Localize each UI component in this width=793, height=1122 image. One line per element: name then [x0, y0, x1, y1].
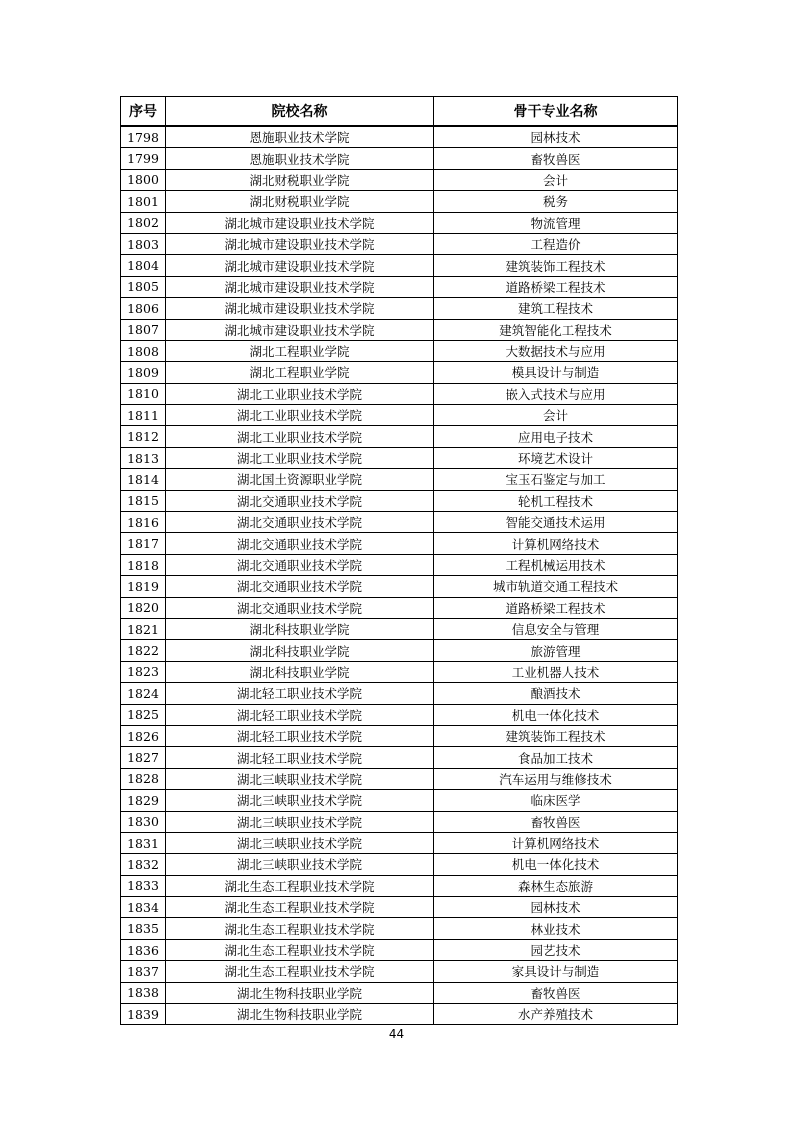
table-row — [121, 276, 678, 297]
table-row — [121, 704, 678, 725]
major-name-cell: 园林技术 — [434, 897, 678, 918]
table-row — [121, 383, 678, 404]
major-name-cell: 工程机械运用技术 — [434, 554, 678, 575]
serial-cell: 1821 — [121, 618, 166, 639]
page-number: 44 — [388, 1027, 405, 1041]
major-name-cell: 环境艺术设计 — [434, 447, 678, 468]
serial-cell: 1814 — [121, 469, 166, 490]
serial-cell: 1798 — [121, 126, 166, 148]
table-row — [121, 982, 678, 1003]
table-row — [121, 747, 678, 768]
college-name-cell: 湖北科技职业学院 — [166, 640, 434, 661]
serial-cell: 1833 — [121, 875, 166, 896]
table-row — [121, 832, 678, 853]
serial-cell: 1819 — [121, 576, 166, 597]
major-name-cell: 畜牧兽医 — [434, 811, 678, 832]
college-name-cell: 湖北生态工程职业技术学院 — [166, 939, 434, 960]
serial-cell: 1818 — [121, 554, 166, 575]
header-major-name: 骨干专业名称 — [434, 97, 678, 127]
table-row — [121, 854, 678, 875]
table-row — [121, 683, 678, 704]
table-row — [121, 298, 678, 319]
serial-cell: 1823 — [121, 661, 166, 682]
college-name-cell: 恩施职业技术学院 — [166, 126, 434, 148]
serial-cell: 1807 — [121, 319, 166, 340]
major-name-cell: 工业机器人技术 — [434, 661, 678, 682]
college-name-cell: 恩施职业技术学院 — [166, 148, 434, 169]
college-name-cell: 湖北生态工程职业技术学院 — [166, 918, 434, 939]
college-name-cell: 湖北科技职业学院 — [166, 661, 434, 682]
serial-cell: 1825 — [121, 704, 166, 725]
college-name-cell: 湖北三峡职业技术学院 — [166, 790, 434, 811]
serial-cell: 1799 — [121, 148, 166, 169]
table-row — [121, 148, 678, 169]
table-row — [121, 576, 678, 597]
table-row — [121, 447, 678, 468]
table-body — [121, 126, 678, 1025]
college-name-cell: 湖北轻工职业技术学院 — [166, 683, 434, 704]
major-name-cell: 税务 — [434, 191, 678, 212]
college-name-cell: 湖北三峡职业技术学院 — [166, 811, 434, 832]
serial-cell: 1839 — [121, 1004, 166, 1025]
college-name-cell: 湖北城市建设职业技术学院 — [166, 319, 434, 340]
serial-cell: 1804 — [121, 255, 166, 276]
table-header — [121, 97, 678, 127]
college-name-cell: 湖北轻工职业技术学院 — [166, 725, 434, 746]
major-name-cell: 模具设计与制造 — [434, 362, 678, 383]
serial-cell: 1805 — [121, 276, 166, 297]
serial-cell: 1836 — [121, 939, 166, 960]
table-row — [121, 768, 678, 789]
table-row — [121, 426, 678, 447]
table-row — [121, 918, 678, 939]
table-row — [121, 725, 678, 746]
college-name-cell: 湖北交通职业技术学院 — [166, 533, 434, 554]
college-name-cell: 湖北生物科技职业学院 — [166, 982, 434, 1003]
major-name-cell: 建筑装饰工程技术 — [434, 255, 678, 276]
major-name-cell: 会计 — [434, 405, 678, 426]
table-row — [121, 490, 678, 511]
college-name-cell: 湖北财税职业学院 — [166, 191, 434, 212]
college-name-cell: 湖北工业职业技术学院 — [166, 426, 434, 447]
major-name-cell: 汽车运用与维修技术 — [434, 768, 678, 789]
major-name-cell: 机电一体化技术 — [434, 854, 678, 875]
college-name-cell: 湖北三峡职业技术学院 — [166, 854, 434, 875]
serial-cell: 1803 — [121, 233, 166, 254]
major-name-cell: 畜牧兽医 — [434, 982, 678, 1003]
serial-cell: 1829 — [121, 790, 166, 811]
serial-cell: 1837 — [121, 961, 166, 982]
table-row — [121, 875, 678, 896]
serial-cell: 1816 — [121, 512, 166, 533]
college-name-cell: 湖北生态工程职业技术学院 — [166, 875, 434, 896]
serial-cell: 1801 — [121, 191, 166, 212]
college-name-cell: 湖北轻工职业技术学院 — [166, 747, 434, 768]
serial-cell: 1828 — [121, 768, 166, 789]
serial-cell: 1822 — [121, 640, 166, 661]
table-row — [121, 212, 678, 233]
major-name-cell: 嵌入式技术与应用 — [434, 383, 678, 404]
major-name-cell: 旅游管理 — [434, 640, 678, 661]
college-name-cell: 湖北城市建设职业技术学院 — [166, 276, 434, 297]
serial-cell: 1827 — [121, 747, 166, 768]
college-name-cell: 湖北工程职业学院 — [166, 340, 434, 361]
serial-cell: 1838 — [121, 982, 166, 1003]
major-name-cell: 轮机工程技术 — [434, 490, 678, 511]
table-row — [121, 255, 678, 276]
table-row — [121, 640, 678, 661]
serial-cell: 1834 — [121, 897, 166, 918]
serial-cell: 1826 — [121, 725, 166, 746]
major-name-cell: 森林生态旅游 — [434, 875, 678, 896]
major-name-cell: 道路桥梁工程技术 — [434, 597, 678, 618]
major-name-cell: 园艺技术 — [434, 939, 678, 960]
college-name-cell: 湖北轻工职业技术学院 — [166, 704, 434, 725]
table-row — [121, 790, 678, 811]
serial-cell: 1813 — [121, 447, 166, 468]
college-name-cell: 湖北工业职业技术学院 — [166, 383, 434, 404]
serial-cell: 1830 — [121, 811, 166, 832]
college-name-cell: 湖北城市建设职业技术学院 — [166, 212, 434, 233]
college-name-cell: 湖北三峡职业技术学院 — [166, 832, 434, 853]
serial-cell: 1802 — [121, 212, 166, 233]
major-name-cell: 食品加工技术 — [434, 747, 678, 768]
major-name-cell: 物流管理 — [434, 212, 678, 233]
major-name-cell: 智能交通技术运用 — [434, 512, 678, 533]
table-row — [121, 897, 678, 918]
college-name-cell: 湖北城市建设职业技术学院 — [166, 298, 434, 319]
table-row — [121, 405, 678, 426]
major-name-cell: 信息安全与管理 — [434, 618, 678, 639]
serial-cell: 1824 — [121, 683, 166, 704]
college-name-cell: 湖北科技职业学院 — [166, 618, 434, 639]
college-name-cell: 湖北工业职业技术学院 — [166, 447, 434, 468]
table-row — [121, 340, 678, 361]
college-name-cell: 湖北交通职业技术学院 — [166, 512, 434, 533]
major-name-cell: 会计 — [434, 169, 678, 190]
major-name-cell: 园林技术 — [434, 126, 678, 148]
table-row — [121, 1004, 678, 1025]
major-name-cell: 应用电子技术 — [434, 426, 678, 447]
major-name-cell: 水产养殖技术 — [434, 1004, 678, 1025]
college-name-cell: 湖北生态工程职业技术学院 — [166, 961, 434, 982]
table-row — [121, 191, 678, 212]
serial-cell: 1810 — [121, 383, 166, 404]
college-majors-table — [120, 96, 678, 1025]
table-row — [121, 169, 678, 190]
college-name-cell: 湖北工程职业学院 — [166, 362, 434, 383]
table-row — [121, 961, 678, 982]
serial-cell: 1808 — [121, 340, 166, 361]
college-name-cell: 湖北交通职业技术学院 — [166, 576, 434, 597]
table-row — [121, 126, 678, 148]
table-row — [121, 597, 678, 618]
major-name-cell: 建筑工程技术 — [434, 298, 678, 319]
major-name-cell: 道路桥梁工程技术 — [434, 276, 678, 297]
table-row — [121, 319, 678, 340]
college-name-cell: 湖北交通职业技术学院 — [166, 597, 434, 618]
major-name-cell: 大数据技术与应用 — [434, 340, 678, 361]
serial-cell: 1811 — [121, 405, 166, 426]
serial-cell: 1806 — [121, 298, 166, 319]
college-name-cell: 湖北生物科技职业学院 — [166, 1004, 434, 1025]
table-row — [121, 618, 678, 639]
major-name-cell: 计算机网络技术 — [434, 832, 678, 853]
college-name-cell: 湖北交通职业技术学院 — [166, 490, 434, 511]
major-name-cell: 计算机网络技术 — [434, 533, 678, 554]
major-name-cell: 城市轨道交通工程技术 — [434, 576, 678, 597]
college-name-cell: 湖北城市建设职业技术学院 — [166, 255, 434, 276]
college-name-cell: 湖北交通职业技术学院 — [166, 554, 434, 575]
header-row — [121, 97, 678, 127]
table-row — [121, 469, 678, 490]
table-row — [121, 811, 678, 832]
table-row — [121, 661, 678, 682]
major-name-cell: 畜牧兽医 — [434, 148, 678, 169]
header-college-name: 院校名称 — [166, 97, 434, 127]
college-name-cell: 湖北城市建设职业技术学院 — [166, 233, 434, 254]
college-name-cell: 湖北生态工程职业技术学院 — [166, 897, 434, 918]
major-name-cell: 林业技术 — [434, 918, 678, 939]
major-name-cell: 机电一体化技术 — [434, 704, 678, 725]
college-name-cell: 湖北财税职业学院 — [166, 169, 434, 190]
table-row — [121, 233, 678, 254]
serial-cell: 1815 — [121, 490, 166, 511]
header-serial: 序号 — [121, 97, 166, 127]
major-name-cell: 酿酒技术 — [434, 683, 678, 704]
serial-cell: 1812 — [121, 426, 166, 447]
college-name-cell: 湖北国土资源职业学院 — [166, 469, 434, 490]
table-row — [121, 533, 678, 554]
serial-cell: 1832 — [121, 854, 166, 875]
table-row — [121, 512, 678, 533]
major-name-cell: 临床医学 — [434, 790, 678, 811]
serial-cell: 1831 — [121, 832, 166, 853]
table-row — [121, 939, 678, 960]
college-name-cell: 湖北工业职业技术学院 — [166, 405, 434, 426]
table-row — [121, 554, 678, 575]
major-name-cell: 宝玉石鉴定与加工 — [434, 469, 678, 490]
table-row — [121, 362, 678, 383]
major-name-cell: 建筑智能化工程技术 — [434, 319, 678, 340]
college-name-cell: 湖北三峡职业技术学院 — [166, 768, 434, 789]
major-name-cell: 建筑装饰工程技术 — [434, 725, 678, 746]
serial-cell: 1835 — [121, 918, 166, 939]
serial-cell: 1820 — [121, 597, 166, 618]
major-name-cell: 家具设计与制造 — [434, 961, 678, 982]
serial-cell: 1809 — [121, 362, 166, 383]
serial-cell: 1800 — [121, 169, 166, 190]
serial-cell: 1817 — [121, 533, 166, 554]
major-name-cell: 工程造价 — [434, 233, 678, 254]
